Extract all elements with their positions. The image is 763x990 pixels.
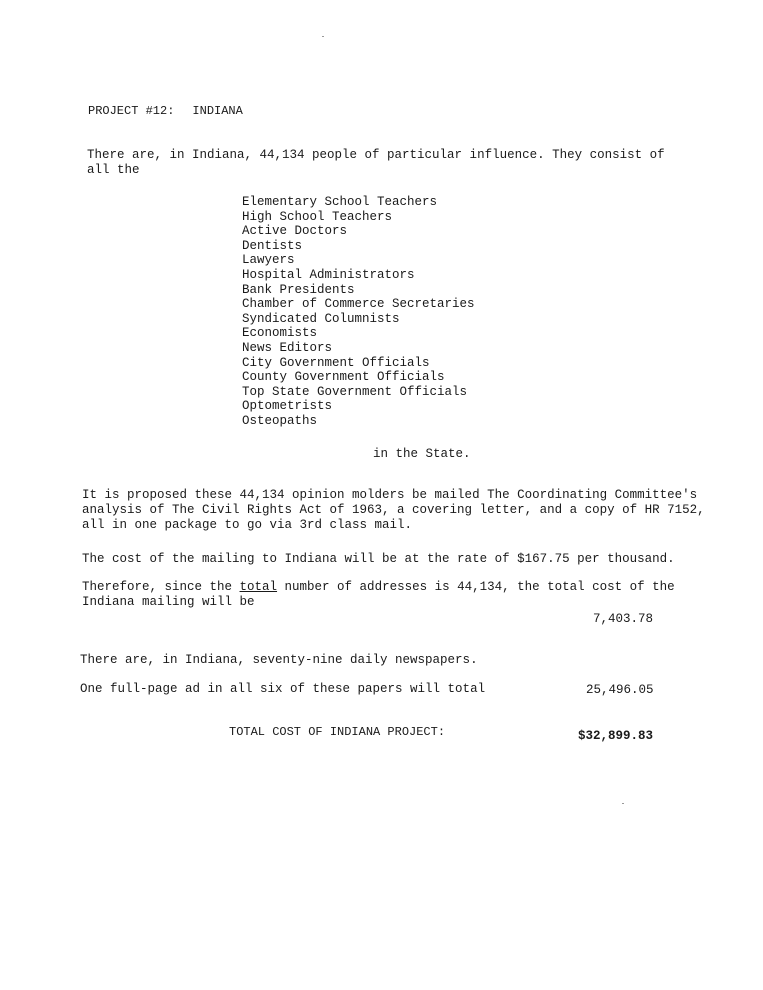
profession-item: Bank Presidents [242,282,355,297]
profession-item: Osteopaths [242,413,318,428]
proposal-paragraph: It is proposed these 44,134 opinion molders be mailed The Coordinating Committee's analysis of The Civil Rights Act of 1963, a covering letter, and a copy of HR 7152, all in one package to go via 3rd class mail. [82,488,705,532]
project-state: INDIANA [192,104,243,118]
project-number: PROJECT #12: [88,104,175,118]
scan-speck [622,803,624,804]
profession-item: High School Teachers [242,209,393,224]
mailing-total-amount: 7,403.78 [593,612,654,626]
therefore-underlined: total [239,580,278,594]
grand-total-label: TOTAL COST OF INDIANA PROJECT: [229,725,446,739]
intro-paragraph: There are, in Indiana, 44,134 people of particular influence. They consist of all the [87,148,665,177]
newspapers-paragraph: There are, in Indiana, seventy-nine daily newspapers. [80,653,478,667]
profession-item: Economists [242,326,318,341]
profession-item: Optometrists [242,399,333,414]
scan-speck [322,36,324,37]
profession-item: Active Doctors [242,224,348,239]
profession-item: Lawyers [242,253,295,268]
profession-item: Elementary School Teachers [242,195,438,209]
project-heading [88,104,243,119]
therefore-paragraph [82,580,707,610]
therefore-before: Therefore, since the [82,580,240,594]
in-the-state-text: in the State. [373,447,471,461]
ad-total-amount: 25,496.05 [586,683,654,697]
profession-list [242,195,475,429]
grand-total-amount: $32,899.83 [578,729,654,743]
profession-item: County Government Officials [242,370,445,385]
profession-item: Chamber of Commerce Secretaries [242,297,475,312]
profession-item: Syndicated Columnists [242,311,400,326]
cost-rate-paragraph: The cost of the mailing to Indiana will be at the rate of $167.75 per thousand. [82,552,675,566]
profession-item: Hospital Administrators [242,267,415,282]
profession-item: Dentists [242,238,303,253]
profession-item: News Editors [242,340,333,355]
ad-paragraph: One full-page ad in all six of these papers will total [80,682,486,696]
profession-item: City Government Officials [242,355,430,370]
profession-item: Top State Government Officials [242,384,468,399]
therefore-after: number of addresses is 44,134, the total cost of the Indiana mailing will be [82,580,675,609]
